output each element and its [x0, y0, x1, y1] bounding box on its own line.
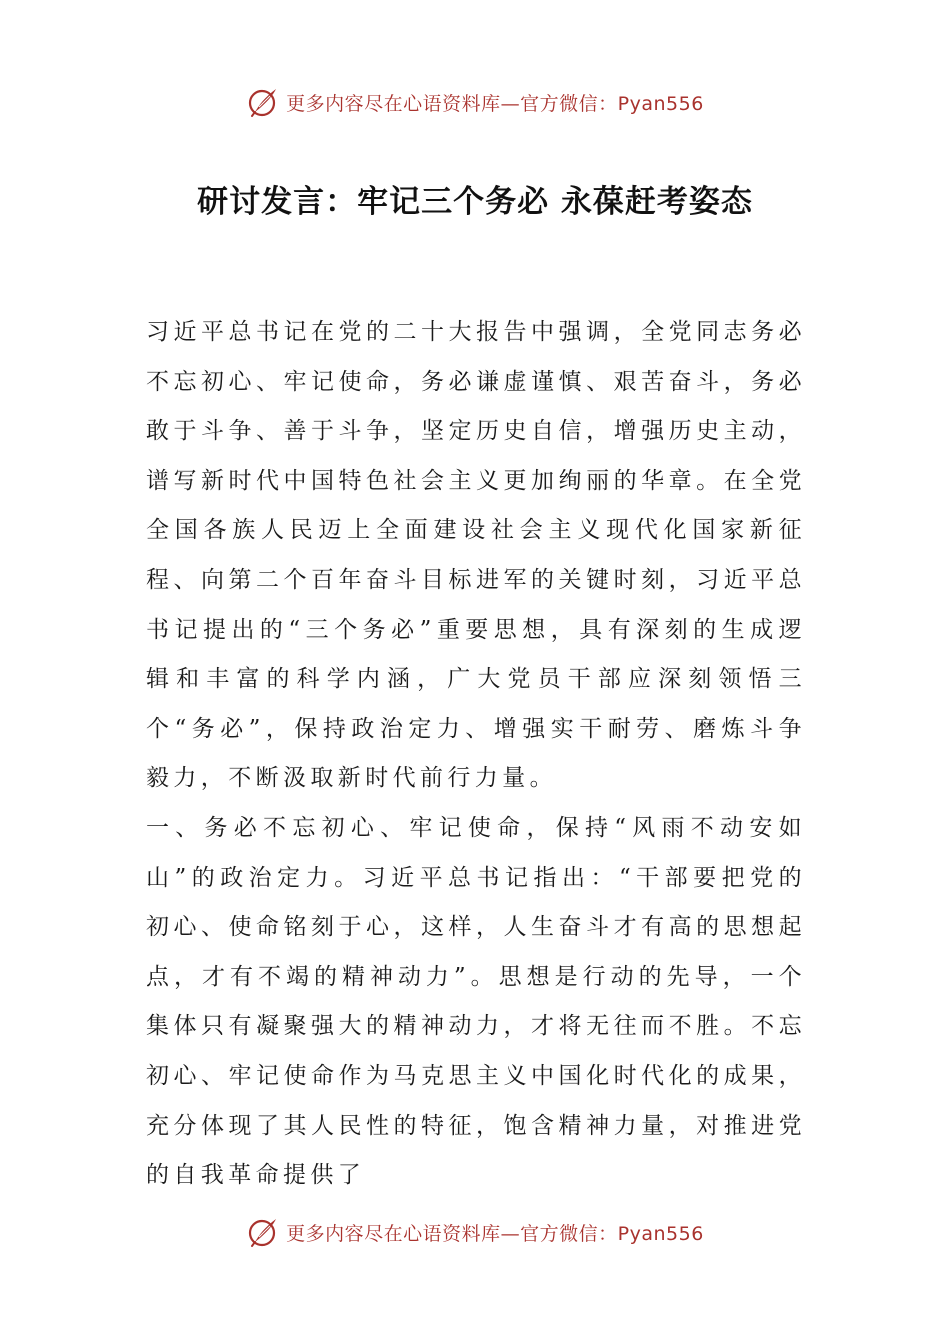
- body-paragraph: 习近平总书记在党的二十大报告中强调，全党同志务必不忘初心、牢记使命，务必谦虚谨慎、艰苦奋斗，务必敢于斗争、善于斗争，坚定历史自信，增强历史主动，谱写新时代中国特色社会主义更加绚丽的华章。在全党全国各族人民迈上全面建设社会主义现代化国家新征程、向第二个百年奋斗目标进军的关键时刻，习近平总书记提出的“三个务必”重要思想，具有深刻的生成逻辑和丰富的科学内涵，广大党员干部应深刻领悟三个“务必”，保持政治定力、增强实干耐劳、磨炼斗争毅力，不断汲取新时代前行力量。: [146, 319, 806, 792]
- banner-brand-text: [286, 89, 704, 116]
- document-title: 研讨发言：牢记三个务必 永葆赶考姿态: [197, 184, 753, 220]
- header-banner: [0, 82, 950, 122]
- quill-pen-circle-icon: [246, 85, 280, 119]
- banner-brand-label: 更多内容尽在心语资料库—官方微信：: [286, 1222, 618, 1245]
- banner-wechat-id: Pyan556: [617, 1222, 704, 1245]
- banner-brand-text: [286, 1219, 704, 1246]
- banner-brand-label: 更多内容尽在心语资料库—官方微信：: [286, 92, 618, 115]
- quill-pen-circle-icon: [246, 1215, 280, 1249]
- footer-banner: [0, 1212, 950, 1252]
- body-paragraph: 一、务必不忘初心、牢记使命，保持“风雨不动安如山”的政治定力。习近平总书记指出：“干部要把党的初心、使命铭刻于心，这样，人生奋斗才有高的思想起点，才有不竭的精神动力”。思想是行动的先导，一个集体只有凝聚强大的精神动力，才将无往而不胜。不忘初心、牢记使命作为马克思主义中国化时代化的成果，充分体现了其人民性的特征，饱含精神力量，对推进党的自我革命提供了: [146, 814, 806, 1189]
- banner-wechat-id: Pyan556: [617, 92, 704, 115]
- document-body: [146, 308, 806, 1201]
